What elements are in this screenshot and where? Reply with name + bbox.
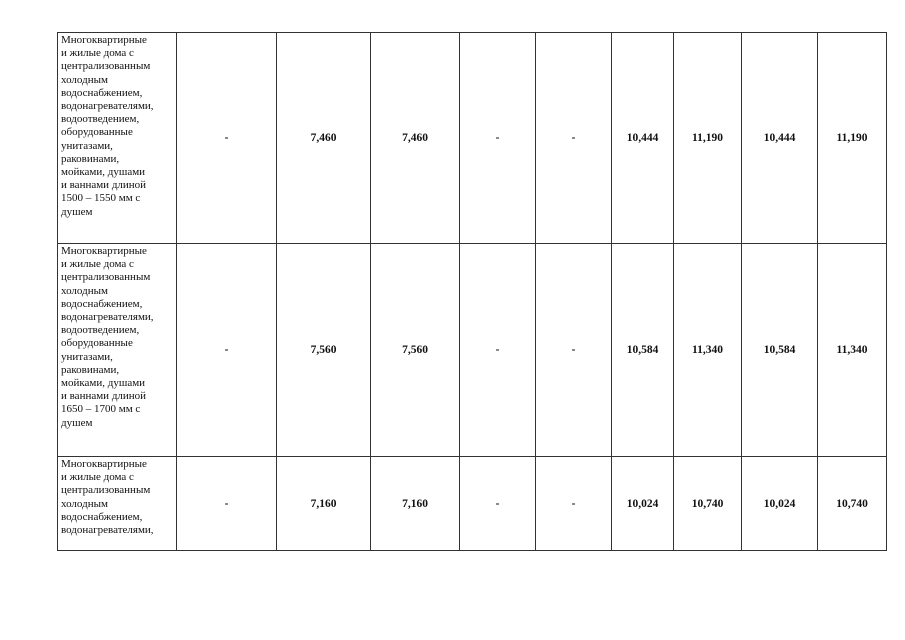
value-cell: 10,740 <box>674 457 742 551</box>
value-cell: 10,584 <box>742 244 818 457</box>
value-cell: - <box>460 457 536 551</box>
value-cell: 10,024 <box>742 457 818 551</box>
value-cell: 10,584 <box>612 244 674 457</box>
value-cell: - <box>177 244 277 457</box>
value-cell: - <box>536 244 612 457</box>
value-cell: 11,190 <box>674 33 742 244</box>
value-cell: - <box>460 244 536 457</box>
value-cell: 7,160 <box>277 457 371 551</box>
value-cell: 10,024 <box>612 457 674 551</box>
row-description: Многоквартирные и жилые дома с централизованным холодным водоснабжением, водонагревателями, водоотведением, оборудованные унитазами, раковинами, мойками, душами и ваннами длиной 1650 – 1700 мм с душем <box>58 244 177 457</box>
value-cell: - <box>177 33 277 244</box>
row-description: Многоквартирные и жилые дома с централизованным холодным водоснабжением, водонагревателями, <box>58 457 177 551</box>
value-cell: 10,444 <box>612 33 674 244</box>
value-cell: 11,190 <box>818 33 887 244</box>
table-row <box>58 457 887 551</box>
value-cell: 7,560 <box>371 244 460 457</box>
row-description: Многоквартирные и жилые дома с централизованным холодным водоснабжением, водонагревателями, водоотведением, оборудованные унитазами, раковинами, мойками, душами и ваннами длиной 1500 – 1550 мм с душем <box>58 33 177 244</box>
value-cell: - <box>177 457 277 551</box>
value-cell: 11,340 <box>674 244 742 457</box>
value-cell: 11,340 <box>818 244 887 457</box>
table-row <box>58 33 887 244</box>
value-cell: 10,740 <box>818 457 887 551</box>
value-cell: - <box>460 33 536 244</box>
value-cell: - <box>536 33 612 244</box>
value-cell: 10,444 <box>742 33 818 244</box>
value-cell: 7,460 <box>371 33 460 244</box>
value-cell: 7,560 <box>277 244 371 457</box>
tariff-table <box>57 32 887 551</box>
value-cell: - <box>536 457 612 551</box>
value-cell: 7,460 <box>277 33 371 244</box>
table-row <box>58 244 887 457</box>
value-cell: 7,160 <box>371 457 460 551</box>
